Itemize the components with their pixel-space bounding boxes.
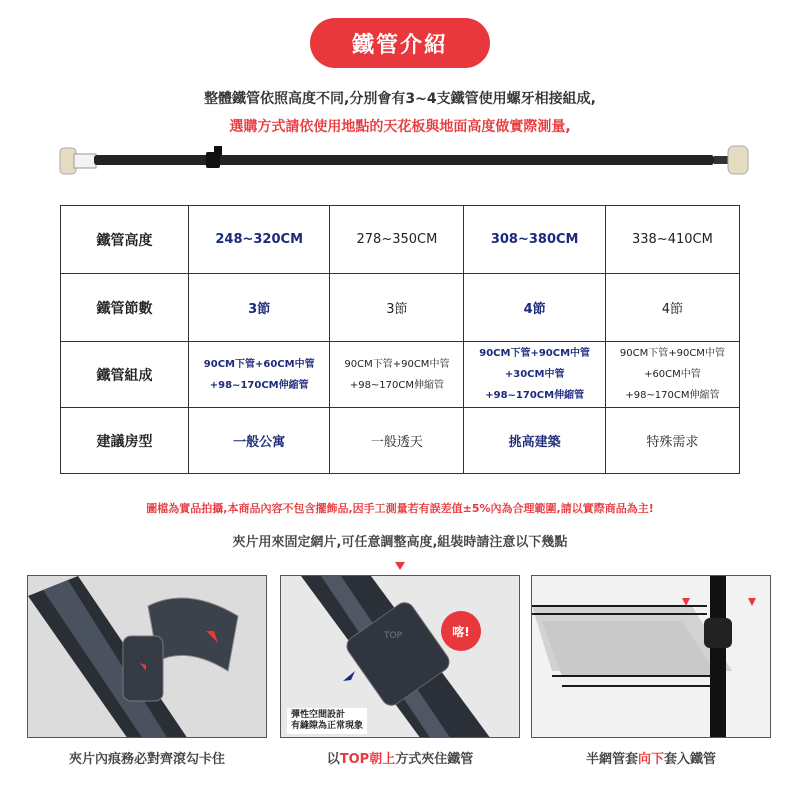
caption-highlight: 向下 <box>637 752 664 767</box>
caption-text: 以 <box>326 752 340 767</box>
cell-line: 90CM下管+60CM中管 <box>203 358 315 370</box>
cell-line: +98~170CM伸縮管 <box>625 390 720 401</box>
caption-text: 半網管套 <box>585 752 638 767</box>
tension-pole-illustration <box>56 140 756 180</box>
row-header: 鐵管組成 <box>61 342 189 408</box>
photo-top-up <box>280 575 520 738</box>
table-cell: 278~350CM <box>330 206 464 274</box>
table-cell <box>605 342 739 408</box>
left-suction-cup <box>60 148 96 174</box>
table-row <box>61 206 740 274</box>
table-cell: 248~320CM <box>189 206 330 274</box>
table-cell: 4節 <box>605 274 739 342</box>
elastic-label-line: 有縫隙為正常現象 <box>291 721 364 731</box>
caption-text: 套入鐵管 <box>664 752 717 767</box>
caption-1: 夾片內痕務必對齊滾勾卡住 <box>68 752 225 767</box>
table-cell: 一般透天 <box>330 408 464 474</box>
table-cell: 挑高建築 <box>464 408 605 474</box>
cell-line: +98~170CM伸縮管 <box>485 390 585 401</box>
section-title: 鐵管介紹 <box>310 18 490 68</box>
disclaimer-note: 圖檔為實品拍攝,本商品內容不包含擺飾品,因手工測量若有誤差值±5%內為合理範圍,請以實際商品為主! <box>146 502 654 515</box>
table-cell: 4節 <box>464 274 605 342</box>
caption-2 <box>270 748 530 767</box>
photo-half-sleeve <box>531 575 771 738</box>
table-cell: 一般公寓 <box>189 408 330 474</box>
assembly-note: 夾片用來固定網片,可任意調整高度,組裝時請注意以下幾點 <box>232 535 568 550</box>
table-cell: 特殊需求 <box>605 408 739 474</box>
row-header: 鐵管節數 <box>61 274 189 342</box>
cell-line: +30CM中管 <box>504 369 565 380</box>
table-cell <box>330 342 464 408</box>
cell-line: +98~170CM伸縮管 <box>209 379 309 391</box>
intro-line-1: 整體鐵管依照高度不同,分別會有3~4支鐵管使用螺牙相接組成, <box>204 91 596 107</box>
caption-3 <box>521 748 781 767</box>
cell-line: 90CM下管+90CM中管 <box>619 348 725 359</box>
row-header: 鐵管高度 <box>61 206 189 274</box>
table-row <box>61 274 740 342</box>
table-row <box>61 342 740 408</box>
right-suction-cup <box>714 146 748 174</box>
clip-alignment-image <box>28 576 267 738</box>
row-header: 建議房型 <box>61 408 189 474</box>
table-cell: 308~380CM <box>464 206 605 274</box>
table-cell: 338~410CM <box>605 206 739 274</box>
cell-line: +60CM中管 <box>644 369 701 380</box>
table-cell: 3節 <box>189 274 330 342</box>
table-cell <box>464 342 605 408</box>
click-sound-badge: 喀! <box>441 611 481 651</box>
caption-text: 方式夾住鐵管 <box>395 752 474 767</box>
pole-body <box>94 155 714 165</box>
down-arrow-icon <box>395 562 405 570</box>
elastic-label <box>287 708 367 734</box>
cell-line: 90CM下管+90CM中管 <box>344 358 450 370</box>
caption-highlight: TOP朝上 <box>339 752 396 767</box>
cell-line: +98~170CM伸縮管 <box>349 379 445 391</box>
table-row <box>61 408 740 474</box>
cell-line: 90CM下管+90CM中管 <box>479 348 591 359</box>
spec-table <box>60 205 740 474</box>
table-cell <box>189 342 330 408</box>
table-cell: 3節 <box>330 274 464 342</box>
elastic-label-line: 彈性空間設計 <box>291 710 346 720</box>
half-sleeve-image <box>532 576 771 738</box>
intro-line-2: 選購方式請依使用地點的天花板與地面高度做實際測量, <box>229 119 571 135</box>
photo-clip-alignment <box>27 575 267 738</box>
top-stamp: TOP <box>384 631 403 641</box>
